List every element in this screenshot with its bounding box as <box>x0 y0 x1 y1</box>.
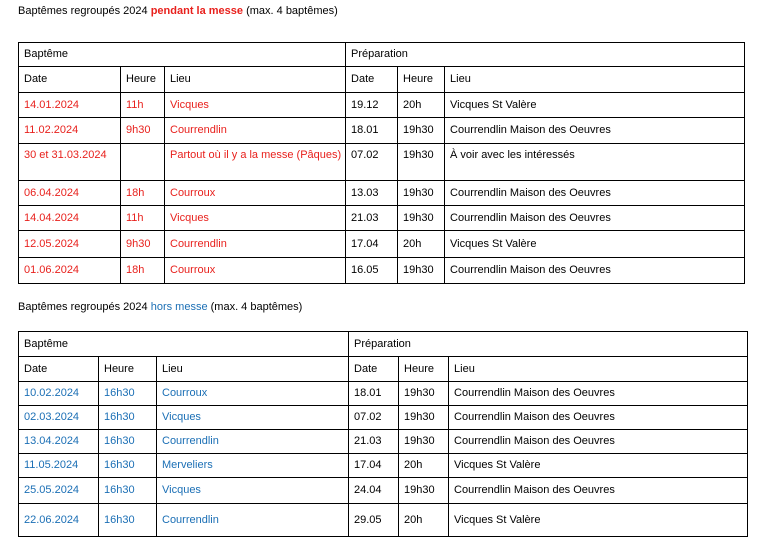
table-row <box>19 406 748 430</box>
row-prep-date: 29.05 <box>349 504 399 537</box>
row-prep-lieu: Courrendlin Maison des Oeuvres <box>449 382 748 406</box>
row-lieu: Courroux <box>157 382 349 406</box>
row-date: 11.02.2024 <box>19 118 121 144</box>
row-prep-heure: 19h30 <box>398 258 445 284</box>
row-prep-heure: 20h <box>398 93 445 118</box>
col-header-lieu: Lieu <box>157 357 349 382</box>
table-row <box>19 454 748 478</box>
row-heure: 9h30 <box>121 118 165 144</box>
row-heure: 11h <box>121 93 165 118</box>
col-header-prep-heure: Heure <box>399 357 449 382</box>
row-prep-lieu: Courrendlin Maison des Oeuvres <box>445 181 745 206</box>
row-date: 25.05.2024 <box>19 478 99 504</box>
row-lieu: Courrendlin <box>165 118 346 144</box>
group-header-preparation: Préparation <box>346 43 745 67</box>
row-lieu: Merveliers <box>157 454 349 478</box>
row-prep-heure: 20h <box>399 504 449 537</box>
row-prep-date: 07.02 <box>346 144 398 181</box>
row-prep-lieu: Courrendlin Maison des Oeuvres <box>449 406 748 430</box>
col-header-date: Date <box>19 357 99 382</box>
col-header-prep-lieu: Lieu <box>445 67 745 93</box>
row-date: 12.05.2024 <box>19 231 121 258</box>
row-prep-lieu: À voir avec les intéressés <box>445 144 745 181</box>
row-date: 13.04.2024 <box>19 430 99 454</box>
col-header-prep-lieu: Lieu <box>449 357 748 382</box>
row-date: 06.04.2024 <box>19 181 121 206</box>
col-header-prep-heure: Heure <box>398 67 445 93</box>
row-prep-heure: 19h30 <box>398 144 445 181</box>
table-row <box>19 144 745 181</box>
row-heure: 16h30 <box>99 454 157 478</box>
row-lieu: Vicques <box>157 478 349 504</box>
col-header-heure: Heure <box>121 67 165 93</box>
row-prep-lieu: Courrendlin Maison des Oeuvres <box>445 258 745 284</box>
row-heure: 18h <box>121 258 165 284</box>
row-date: 22.06.2024 <box>19 504 99 537</box>
row-prep-lieu: Courrendlin Maison des Oeuvres <box>449 478 748 504</box>
row-prep-date: 21.03 <box>346 206 398 231</box>
row-lieu: Vicques <box>165 93 346 118</box>
row-prep-heure: 20h <box>398 231 445 258</box>
row-prep-date: 21.03 <box>349 430 399 454</box>
row-prep-heure: 19h30 <box>399 382 449 406</box>
row-date: 14.01.2024 <box>19 93 121 118</box>
row-prep-date: 07.02 <box>349 406 399 430</box>
group-header-bapteme: Baptême <box>19 43 346 67</box>
table-row <box>19 181 745 206</box>
row-date: 11.05.2024 <box>19 454 99 478</box>
row-heure: 16h30 <box>99 406 157 430</box>
row-prep-date: 24.04 <box>349 478 399 504</box>
section1-heading <box>18 5 338 17</box>
row-date: 14.04.2024 <box>19 206 121 231</box>
row-prep-heure: 19h30 <box>398 118 445 144</box>
table-column-header <box>19 67 745 93</box>
row-prep-heure: 19h30 <box>399 478 449 504</box>
row-prep-heure: 19h30 <box>398 206 445 231</box>
col-header-heure: Heure <box>99 357 157 382</box>
row-prep-heure: 19h30 <box>399 430 449 454</box>
table-row <box>19 504 748 537</box>
row-prep-heure: 19h30 <box>399 406 449 430</box>
row-lieu: Vicques <box>157 406 349 430</box>
section2-heading-suffix: (max. 4 baptêmes) <box>207 301 303 313</box>
table-hors-messe <box>18 331 748 537</box>
table-row <box>19 430 748 454</box>
row-date: 02.03.2024 <box>19 406 99 430</box>
row-prep-date: 18.01 <box>346 118 398 144</box>
col-header-prep-date: Date <box>349 357 399 382</box>
row-lieu: Courrendlin <box>157 504 349 537</box>
table-group-header <box>19 43 745 67</box>
row-prep-lieu: Vicques St Valère <box>449 504 748 537</box>
row-prep-date: 17.04 <box>349 454 399 478</box>
group-header-bapteme: Baptême <box>19 332 349 357</box>
row-prep-lieu: Courrendlin Maison des Oeuvres <box>449 430 748 454</box>
table-row <box>19 231 745 258</box>
row-heure: 16h30 <box>99 504 157 537</box>
table-row <box>19 258 745 284</box>
table-group-header <box>19 332 748 357</box>
row-heure: 11h <box>121 206 165 231</box>
row-heure: 16h30 <box>99 430 157 454</box>
section1-heading-suffix: (max. 4 baptêmes) <box>243 5 338 17</box>
row-date: 01.06.2024 <box>19 258 121 284</box>
group-header-preparation: Préparation <box>349 332 748 357</box>
col-header-lieu: Lieu <box>165 67 346 93</box>
row-prep-lieu: Courrendlin Maison des Oeuvres <box>445 206 745 231</box>
row-prep-date: 16.05 <box>346 258 398 284</box>
row-lieu: Courroux <box>165 258 346 284</box>
row-heure: 18h <box>121 181 165 206</box>
table-column-header <box>19 357 748 382</box>
row-prep-lieu: Courrendlin Maison des Oeuvres <box>445 118 745 144</box>
row-lieu: Courrendlin <box>165 231 346 258</box>
row-prep-date: 17.04 <box>346 231 398 258</box>
section2-heading-prefix: Baptêmes regroupés 2024 <box>18 301 151 313</box>
table-row <box>19 118 745 144</box>
row-date: 30 et 31.03.2024 <box>19 144 121 181</box>
row-heure <box>121 144 165 181</box>
row-prep-lieu: Vicques St Valère <box>449 454 748 478</box>
row-prep-lieu: Vicques St Valère <box>445 231 745 258</box>
section1-heading-prefix: Baptêmes regroupés 2024 <box>18 5 151 17</box>
col-header-prep-date: Date <box>346 67 398 93</box>
row-prep-date: 18.01 <box>349 382 399 406</box>
row-prep-heure: 19h30 <box>398 181 445 206</box>
section2-heading <box>18 301 302 313</box>
row-lieu: Courrendlin <box>157 430 349 454</box>
row-prep-lieu: Vicques St Valère <box>445 93 745 118</box>
row-lieu: Partout où il y a la messe (Pâques) <box>165 144 346 181</box>
row-heure: 16h30 <box>99 478 157 504</box>
table-row <box>19 206 745 231</box>
row-date: 10.02.2024 <box>19 382 99 406</box>
table-row <box>19 478 748 504</box>
row-heure: 9h30 <box>121 231 165 258</box>
row-lieu: Vicques <box>165 206 346 231</box>
row-heure: 16h30 <box>99 382 157 406</box>
table-row <box>19 93 745 118</box>
row-lieu: Courroux <box>165 181 346 206</box>
section2-heading-highlight: hors messe <box>150 301 208 313</box>
row-prep-date: 13.03 <box>346 181 398 206</box>
table-row <box>19 382 748 406</box>
section1-heading-highlight: pendant la messe <box>150 5 244 17</box>
col-header-date: Date <box>19 67 121 93</box>
row-prep-date: 19.12 <box>346 93 398 118</box>
row-prep-heure: 20h <box>399 454 449 478</box>
table-pendant-messe <box>18 42 745 284</box>
